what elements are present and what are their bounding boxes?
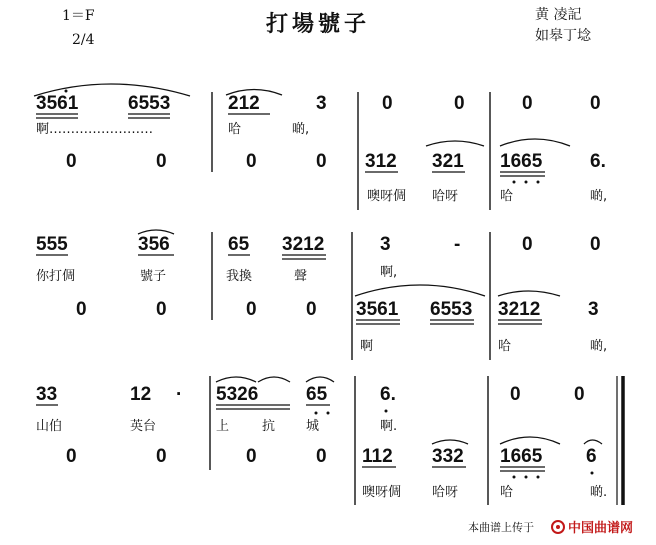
note-group: 0 xyxy=(76,299,87,320)
measure xyxy=(522,93,601,114)
measure xyxy=(246,299,317,320)
note-group: 0 xyxy=(522,93,533,114)
lyric: 你打倜 xyxy=(36,269,76,284)
credit-line-2: 如皋丁埝 xyxy=(535,28,591,44)
note-group: 1665 xyxy=(500,151,543,172)
note-group: 0 xyxy=(246,151,257,172)
measure xyxy=(76,299,167,320)
time-signature: 2/4 xyxy=(72,32,95,48)
note-group: 3212 xyxy=(282,234,325,255)
note-group: 65 xyxy=(228,234,250,255)
note-group: 0 xyxy=(382,93,393,114)
measure xyxy=(522,234,601,255)
lyric: 聲 xyxy=(294,269,308,284)
measure xyxy=(228,93,327,137)
slur xyxy=(258,377,290,382)
lyric: 哈 xyxy=(500,189,514,204)
note-group: 321 xyxy=(432,151,464,172)
measure xyxy=(365,151,464,204)
note-group: 6553 xyxy=(430,299,473,320)
note-group: 0 xyxy=(510,384,521,405)
note-group: 0 xyxy=(522,234,533,255)
note-group: 65 xyxy=(306,384,328,405)
note-group: 33 xyxy=(36,384,58,405)
note-group: 332 xyxy=(432,446,464,467)
lyric: 英台 xyxy=(130,419,157,434)
note-group: 312 xyxy=(365,151,397,172)
slur xyxy=(426,141,484,146)
lyric: 哈 xyxy=(498,339,512,354)
slur xyxy=(498,291,560,296)
lyric: 抗 xyxy=(262,419,276,434)
measure xyxy=(66,151,167,172)
site-logo xyxy=(552,520,633,536)
note-group: 3212 xyxy=(498,299,541,320)
lyric: 山伯 xyxy=(36,419,63,434)
footer-text: 本曲谱上传于 xyxy=(468,521,534,534)
lyric: 啲. xyxy=(590,485,608,500)
note-group: 6. xyxy=(590,151,606,172)
measure xyxy=(246,151,327,172)
note-group: 3561 xyxy=(36,93,79,114)
note-group: 555 xyxy=(36,234,68,255)
note-group: 212 xyxy=(228,93,260,114)
lyric: 噢呀倜 xyxy=(367,189,407,204)
page-title: 打場號子 xyxy=(266,11,371,37)
lyric: 啊 xyxy=(360,339,374,354)
lyric: 哈 xyxy=(500,485,514,500)
slur xyxy=(355,285,485,296)
slur xyxy=(500,437,560,444)
measure xyxy=(66,446,167,467)
measure xyxy=(36,234,170,284)
measure xyxy=(362,446,464,500)
note-group: 6 xyxy=(586,446,597,467)
lyric: 啲, xyxy=(590,339,608,354)
lyric: 哈呀 xyxy=(432,189,459,204)
measure xyxy=(356,299,472,354)
note-group: 0 xyxy=(246,299,257,320)
lyric: 啊, xyxy=(380,265,398,280)
note-group: 0 xyxy=(454,93,465,114)
credit-line-1: 黄 凌記 xyxy=(535,7,582,23)
note-group: 6553 xyxy=(128,93,171,114)
measure xyxy=(36,93,170,137)
lyric: 我換 xyxy=(226,269,253,284)
lyric: 啊…………………… xyxy=(36,122,154,137)
measure xyxy=(500,151,607,204)
lyric: 城 xyxy=(306,419,320,434)
footer-watermark xyxy=(468,520,633,536)
slur xyxy=(216,377,256,382)
lyric: 哈 xyxy=(228,122,242,137)
lyric: 哈呀 xyxy=(432,485,459,500)
note-group: 3 xyxy=(316,93,327,114)
measure xyxy=(382,93,465,114)
note-group: 0 xyxy=(66,151,77,172)
lyric: 啲, xyxy=(590,189,608,204)
note-group: 112 xyxy=(362,446,393,467)
measure xyxy=(380,234,460,280)
note-group: 3 xyxy=(588,299,599,320)
note-group: 6. xyxy=(380,384,396,405)
note-group: 0 xyxy=(574,384,585,405)
measure xyxy=(36,384,182,434)
measure xyxy=(380,384,397,434)
note-group: 0 xyxy=(316,151,327,172)
note-group: 5326 xyxy=(216,384,259,405)
slur xyxy=(306,377,334,382)
note-group: 3561 xyxy=(356,299,399,320)
score-header xyxy=(62,6,592,48)
note-group: 0 xyxy=(246,446,257,467)
note-group: · xyxy=(176,384,183,405)
note-group: 1665 xyxy=(500,446,543,467)
score-system xyxy=(34,84,607,210)
note-group: 12 xyxy=(130,384,152,405)
note-group: 356 xyxy=(138,234,170,255)
slur xyxy=(500,139,570,146)
note-group: 0 xyxy=(316,446,327,467)
note-group: 0 xyxy=(156,151,167,172)
logo-text: 中国曲谱网 xyxy=(568,521,634,536)
measure xyxy=(246,446,327,467)
measure xyxy=(498,299,607,354)
lyric: 上 xyxy=(216,419,230,434)
measure xyxy=(510,384,585,405)
score-system xyxy=(36,230,607,360)
key-signature: 1＝F xyxy=(62,8,95,24)
lyric: 啊. xyxy=(380,419,398,434)
note-group: - xyxy=(454,234,461,255)
note-group: 0 xyxy=(590,234,601,255)
score-system xyxy=(36,376,623,505)
note-group: 0 xyxy=(306,299,317,320)
lyric: 號子 xyxy=(140,269,167,284)
note-group: 3 xyxy=(380,234,391,255)
lyric: 噢呀倜 xyxy=(362,485,402,500)
note-group: 0 xyxy=(66,446,77,467)
note-group: 0 xyxy=(590,93,601,114)
slur xyxy=(584,440,602,444)
note-group: 0 xyxy=(156,299,167,320)
note-group: 0 xyxy=(156,446,167,467)
slur xyxy=(432,440,468,444)
lyric: 啲, xyxy=(292,122,310,137)
